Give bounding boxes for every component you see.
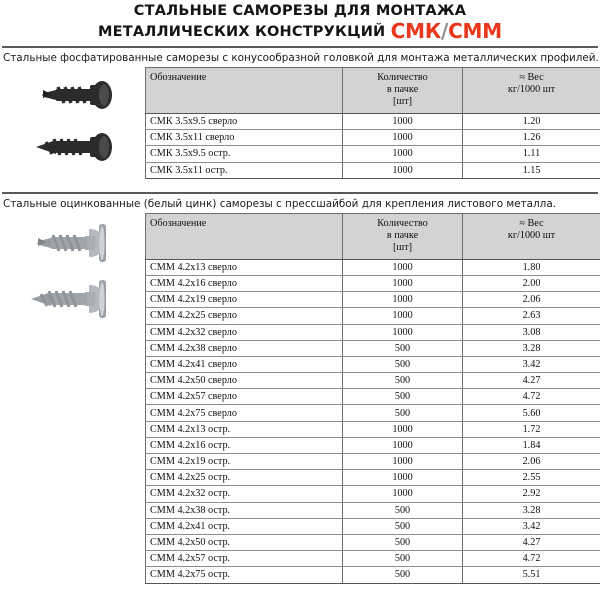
- cell-designation: СММ 4.2х32 остр.: [146, 486, 343, 502]
- spec-table-smk-body: [146, 114, 600, 179]
- cell-designation: СММ 4.2х13 остр.: [146, 421, 343, 437]
- cell-weight: 2.63: [463, 308, 600, 324]
- spec-table-smm-body: [146, 259, 600, 583]
- header-quantity: [343, 68, 463, 114]
- header-quantity-line-2: в пачке: [386, 229, 419, 241]
- screw-zinc-drill-point-icon: [23, 219, 123, 267]
- screw-black-sharp-point-icon: [28, 125, 118, 169]
- header-quantity-line-2: в пачке: [386, 84, 419, 95]
- cell-designation: СММ 4.2х75 сверло: [146, 405, 343, 421]
- cell-designation: СММ 4.2х25 сверло: [146, 308, 343, 324]
- cell-weight: 1.84: [463, 437, 600, 453]
- cell-quantity: 1000: [343, 454, 463, 470]
- table-row: [146, 308, 600, 324]
- cell-weight: 4.27: [463, 534, 600, 550]
- cell-designation: СММ 4.2х38 остр.: [146, 502, 343, 518]
- cell-designation: СМК 3.5х9.5 сверло: [146, 114, 343, 130]
- cell-weight: 3.28: [463, 502, 600, 518]
- table-header-row: [146, 213, 600, 259]
- cell-quantity: 1000: [343, 275, 463, 291]
- cell-designation: СММ 4.2х57 остр.: [146, 551, 343, 567]
- section-1-table-wrapper: [145, 67, 600, 179]
- cell-weight: 1.11: [463, 146, 600, 162]
- cell-quantity: 500: [343, 340, 463, 356]
- header-quantity-line-3: [шт]: [392, 241, 413, 253]
- table-row: [146, 437, 600, 453]
- cell-quantity: 1000: [343, 486, 463, 502]
- table-row: [146, 292, 600, 308]
- page-title-line-2: [0, 21, 600, 43]
- table-row: [146, 275, 600, 291]
- header-designation: Обозначение: [146, 68, 343, 114]
- cell-designation: СММ 4.2х50 остр.: [146, 534, 343, 550]
- cell-designation: СММ 4.2х16 сверло: [146, 275, 343, 291]
- page-title-line-1: СТАЛЬНЫЕ САМОРЕЗЫ ДЛЯ МОНТАЖА: [133, 3, 467, 19]
- cell-designation: СММ 4.2х41 остр.: [146, 518, 343, 534]
- cell-designation: СМК 3.5х11 остр.: [146, 162, 343, 178]
- section-2-subtitle: Стальные оцинкованные (белый цинк) саморезы с прессшайбой для крепления листового металла.: [3, 197, 556, 210]
- section-2-table-wrapper: [145, 213, 600, 584]
- cell-quantity: 500: [343, 534, 463, 550]
- cell-weight: 1.72: [463, 421, 600, 437]
- cell-weight: 5.51: [463, 567, 600, 583]
- cell-designation: СММ 4.2х32 сверло: [146, 324, 343, 340]
- cell-quantity: 1000: [343, 292, 463, 308]
- cell-designation: СММ 4.2х50 сверло: [146, 373, 343, 389]
- header-weight: [463, 213, 600, 259]
- screw-black-drill-point-icon: [28, 73, 118, 117]
- header-quantity-line-3: [шт]: [392, 96, 413, 107]
- table-row: [146, 470, 600, 486]
- section-2-images: [0, 213, 145, 323]
- table-row: [146, 389, 600, 405]
- cell-weight: 3.42: [463, 518, 600, 534]
- table-row: [146, 340, 600, 356]
- cell-quantity: 1000: [343, 470, 463, 486]
- table-row: [146, 454, 600, 470]
- cell-designation: СММ 4.2х41 сверло: [146, 356, 343, 372]
- cell-designation: СММ 4.2х19 остр.: [146, 454, 343, 470]
- cell-designation: СММ 4.2х19 сверло: [146, 292, 343, 308]
- brand-smm: СММ: [448, 19, 502, 43]
- section-phosphated-screws: [0, 48, 600, 179]
- cell-quantity: 500: [343, 502, 463, 518]
- cell-weight: 4.72: [463, 551, 600, 567]
- header-weight-line-2: кг/1000 шт: [507, 84, 556, 95]
- cell-designation: СММ 4.2х16 остр.: [146, 437, 343, 453]
- cell-designation: СМК 3.5х11 сверло: [146, 130, 343, 146]
- table-header-row: [146, 68, 600, 114]
- cell-quantity: 500: [343, 518, 463, 534]
- table-row: [146, 405, 600, 421]
- cell-quantity: 500: [343, 356, 463, 372]
- cell-quantity: 500: [343, 405, 463, 421]
- header-weight-line-1: ≈ Вес: [519, 72, 544, 83]
- cell-quantity: 1000: [343, 114, 463, 130]
- cell-quantity: 500: [343, 551, 463, 567]
- cell-quantity: 1000: [343, 324, 463, 340]
- cell-quantity: 500: [343, 567, 463, 583]
- cell-weight: 4.27: [463, 373, 600, 389]
- table-row: [146, 551, 600, 567]
- cell-designation: СММ 4.2х75 остр.: [146, 567, 343, 583]
- cell-quantity: 1000: [343, 259, 463, 275]
- header-quantity-line-1: Количество: [377, 72, 428, 83]
- spec-table-smm-head: [146, 213, 600, 259]
- cell-weight: 1.80: [463, 259, 600, 275]
- header-weight-line-2: кг/1000 шт: [507, 229, 556, 241]
- spec-table-smk: [145, 67, 600, 179]
- header-quantity: [343, 213, 463, 259]
- table-row: [146, 114, 600, 130]
- header-designation: Обозначение: [146, 213, 343, 259]
- table-row: [146, 356, 600, 372]
- table-row: [146, 421, 600, 437]
- brand-smk: СМК: [390, 19, 441, 43]
- cell-weight: 1.15: [463, 162, 600, 178]
- brand-slash: /: [440, 19, 449, 43]
- table-row: [146, 162, 600, 178]
- cell-quantity: 500: [343, 389, 463, 405]
- cell-weight: 4.72: [463, 389, 600, 405]
- cell-quantity: 1000: [343, 421, 463, 437]
- table-row: [146, 130, 600, 146]
- cell-weight: 1.26: [463, 130, 600, 146]
- table-row: [146, 373, 600, 389]
- cell-weight: 1.20: [463, 114, 600, 130]
- cell-designation: СММ 4.2х13 сверло: [146, 259, 343, 275]
- section-1-images: [0, 67, 145, 169]
- cell-weight: 2.06: [463, 292, 600, 308]
- header-weight-line-1: ≈ Вес: [519, 217, 544, 229]
- section-zinc-screws: [0, 194, 600, 584]
- cell-weight: 2.00: [463, 275, 600, 291]
- cell-weight: 5.60: [463, 405, 600, 421]
- table-row: [146, 502, 600, 518]
- spec-table-smk-head: [146, 68, 600, 114]
- cell-quantity: 500: [343, 373, 463, 389]
- page-title-line-2-prefix: МЕТАЛЛИЧЕСКИХ КОНСТРУКЦИЙ: [98, 24, 386, 40]
- cell-designation: СМК 3.5х9.5 остр.: [146, 146, 343, 162]
- table-row: [146, 324, 600, 340]
- section-1-subtitle: Стальные фосфатированные саморезы с конусообразной головкой для монтажа металлических профилей.: [3, 52, 599, 64]
- cell-quantity: 1000: [343, 130, 463, 146]
- cell-weight: 3.28: [463, 340, 600, 356]
- cell-designation: СММ 4.2х38 сверло: [146, 340, 343, 356]
- cell-weight: 3.08: [463, 324, 600, 340]
- table-row: [146, 259, 600, 275]
- cell-quantity: 1000: [343, 308, 463, 324]
- cell-weight: 2.92: [463, 486, 600, 502]
- spec-table-smm: [145, 213, 600, 584]
- cell-designation: СММ 4.2х25 остр.: [146, 470, 343, 486]
- table-row: [146, 486, 600, 502]
- cell-quantity: 1000: [343, 162, 463, 178]
- cell-quantity: 1000: [343, 437, 463, 453]
- cell-weight: 2.06: [463, 454, 600, 470]
- header-weight: [463, 68, 600, 114]
- table-row: [146, 567, 600, 583]
- cell-designation: СММ 4.2х57 сверло: [146, 389, 343, 405]
- table-row: [146, 518, 600, 534]
- table-row: [146, 534, 600, 550]
- table-row: [146, 146, 600, 162]
- cell-weight: 3.42: [463, 356, 600, 372]
- header-quantity-line-1: Количество: [377, 217, 428, 229]
- cell-weight: 2.55: [463, 470, 600, 486]
- screw-zinc-sharp-point-icon: [23, 275, 123, 323]
- page-title: [0, 0, 600, 43]
- cell-quantity: 1000: [343, 146, 463, 162]
